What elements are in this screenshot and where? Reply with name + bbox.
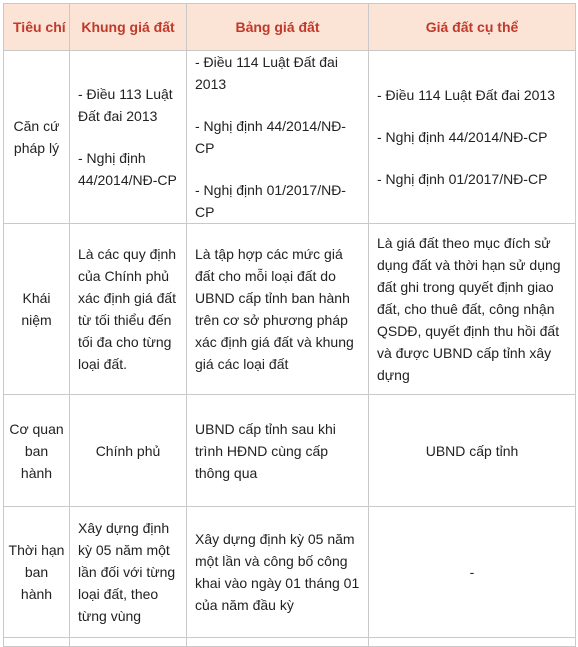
khung-cell: Chính phủ: [70, 395, 187, 507]
bang-cell: Xây dựng định kỳ 05 năm một lần và công bố công khai vào ngày 01 tháng 01 của năm đầu kỳ: [187, 507, 369, 638]
table-row: [4, 507, 576, 638]
khung-cell: Xây dựng định kỳ 05 năm một lần đối với từng loại đất, theo từng vùng: [70, 507, 187, 638]
cell-line: - Nghị định 44/2014/NĐ-CP: [377, 129, 548, 145]
khung-cell: Là các quy định của Chính phủ xác định giá đất từ tối thiểu đến tối đa cho từng loại đất.: [70, 224, 187, 395]
cuthe-cell: [369, 51, 576, 224]
table-row: [4, 395, 576, 507]
cell-line: - Nghị định 44/2014/NĐ-CP: [195, 118, 346, 156]
empty-cell: [187, 638, 369, 647]
cuthe-cell: UBND cấp tỉnh: [369, 395, 576, 507]
cuthe-cell: Là giá đất theo mục đích sử dụng đất và thời hạn sử dụng đất ghi trong quyết định giao đất, cho thuê đất, công nhận QSDĐ, quyết định thu hồi đất và được UBND cấp tỉnh xây dựng: [369, 224, 576, 395]
cell-line: - Nghị định 01/2017/NĐ-CP: [195, 182, 346, 220]
header-khung-gia-dat: Khung giá đất: [70, 4, 187, 51]
land-price-comparison-table: [3, 3, 576, 647]
table-row: [4, 51, 576, 224]
table-row-partial: [4, 638, 576, 647]
row-criterion: Căn cứ pháp lý: [4, 51, 70, 224]
row-criterion: Cơ quan ban hành: [4, 395, 70, 507]
cell-line: - Nghị định 01/2017/NĐ-CP: [377, 171, 548, 187]
bang-cell: Là tập hợp các mức giá đất cho mỗi loại đất do UBND cấp tỉnh ban hành trên cơ sở phương pháp xác định giá đất và khung giá các loại đất: [187, 224, 369, 395]
cell-line: - Điều 114 Luật Đất đai 2013: [195, 54, 338, 92]
bang-cell: UBND cấp tỉnh sau khi trình HĐND cùng cấp thông qua: [187, 395, 369, 507]
empty-cell: [369, 638, 576, 647]
table-row: [4, 224, 576, 395]
empty-cell: [70, 638, 187, 647]
cell-line: - Điều 114 Luật Đất đai 2013: [377, 87, 555, 103]
cuthe-cell: -: [369, 507, 576, 638]
header-gia-dat-cu-the: Giá đất cụ thể: [369, 4, 576, 51]
header-criteria: Tiêu chí: [4, 4, 70, 51]
empty-cell: [4, 638, 70, 647]
header-row: [4, 4, 576, 51]
cell-line: - Điều 113 Luật Đất đai 2013: [78, 86, 173, 124]
row-criterion: Thời hạn ban hành: [4, 507, 70, 638]
khung-cell: [70, 51, 187, 224]
row-criterion: Khái niệm: [4, 224, 70, 395]
header-bang-gia-dat: Bảng giá đất: [187, 4, 369, 51]
cell-line: - Nghị định 44/2014/NĐ-CP: [78, 150, 177, 188]
bang-cell: [187, 51, 369, 224]
